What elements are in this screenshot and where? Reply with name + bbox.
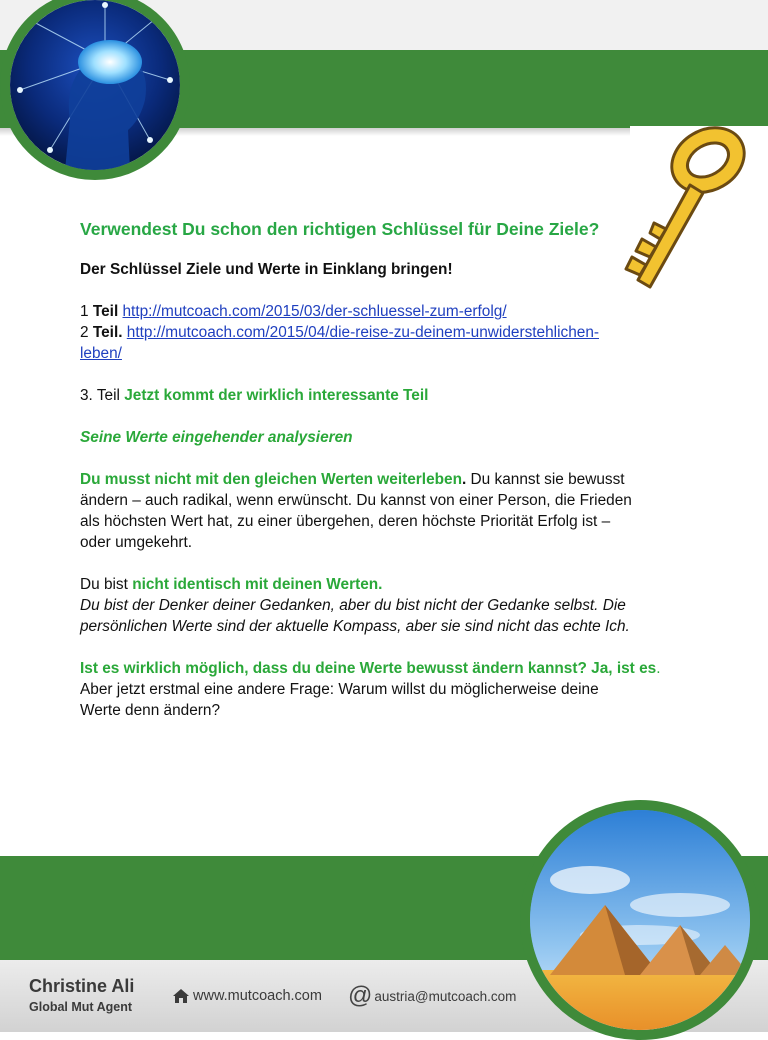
section-heading: Seine Werte eingehender analysieren bbox=[80, 429, 353, 446]
article-subtitle: Der Schlüssel Ziele und Werte in Einklang bringen! bbox=[80, 261, 453, 278]
para2-italic-line2: persönlichen Werte sind der aktuelle Kompass, aber sie sind nicht das echte Ich. bbox=[80, 618, 630, 635]
email-text[interactable]: austria@mutcoach.com bbox=[374, 988, 517, 1004]
para1-dot: . bbox=[462, 471, 467, 488]
part3-title: Jetzt kommt der wirklich interessante Teil bbox=[124, 387, 429, 404]
part2-prefix: 2 bbox=[80, 324, 93, 341]
paragraph-3 bbox=[80, 658, 720, 679]
article-title: Verwendest Du schon den richtigen Schlüssel für Deine Ziele? bbox=[80, 219, 600, 239]
pyramids-image bbox=[520, 800, 760, 1040]
part3-prefix: 3. Teil bbox=[80, 387, 125, 404]
part3-line bbox=[80, 385, 720, 406]
para3-line1: Aber jetzt erstmal eine andere Frage: Warum willst du möglicherweise deine bbox=[80, 681, 599, 698]
para1-line2: ändern – auch radikal, wenn erwünscht. Du kannst von einer Person, die Frieden bbox=[80, 492, 632, 509]
paragraph-2 bbox=[80, 574, 720, 595]
at-icon: @ bbox=[348, 982, 373, 1009]
para1-lead: Du musst nicht mit den gleichen Werten weiterleben bbox=[80, 471, 462, 488]
paragraph-1 bbox=[80, 469, 720, 490]
para1-line1: Du kannst sie bewusst bbox=[466, 471, 625, 488]
part2-link[interactable]: http://mutcoach.com/2015/04/die-reise-zu-deinem-unwiderstehlichen- bbox=[126, 324, 599, 341]
para2-green: nicht identisch mit deinen Werten. bbox=[132, 576, 383, 593]
article-body bbox=[80, 218, 720, 721]
footer-website[interactable] bbox=[172, 988, 322, 1004]
para3-dot: . bbox=[656, 660, 661, 677]
para2-italic-line1: Du bist der Denker deiner Gedanken, aber du bist nicht der Gedanke selbst. Die bbox=[80, 597, 626, 614]
para3-green: Ist es wirklich möglich, dass du deine Werte bewusst ändern kannst? Ja, ist es bbox=[80, 660, 657, 677]
brain-head-image bbox=[0, 0, 190, 180]
part1-line bbox=[80, 301, 720, 322]
part2-line bbox=[80, 322, 720, 343]
para3-line2: Werte denn ändern? bbox=[80, 702, 221, 719]
part2-label: Teil. bbox=[92, 324, 123, 341]
part1-label: Teil bbox=[92, 303, 119, 320]
footer-email[interactable] bbox=[348, 982, 517, 1009]
para1-line4: oder umgekehrt. bbox=[80, 534, 193, 551]
part2-link-continued[interactable]: leben/ bbox=[80, 345, 122, 362]
part1-link[interactable]: http://mutcoach.com/2015/03/der-schluessel-zum-erfolg/ bbox=[122, 303, 507, 320]
footer-name: Christine Ali bbox=[29, 976, 135, 996]
footer-role: Global Mut Agent bbox=[29, 1000, 132, 1014]
para2-prefix: Du bist bbox=[80, 576, 133, 593]
home-icon bbox=[172, 988, 190, 1004]
website-text[interactable]: www.mutcoach.com bbox=[193, 988, 322, 1004]
part1-prefix: 1 bbox=[80, 303, 93, 320]
para1-line3: als höchsten Wert hat, zu einer übergehen, deren höchste Priorität Erfolg ist – bbox=[80, 513, 611, 530]
